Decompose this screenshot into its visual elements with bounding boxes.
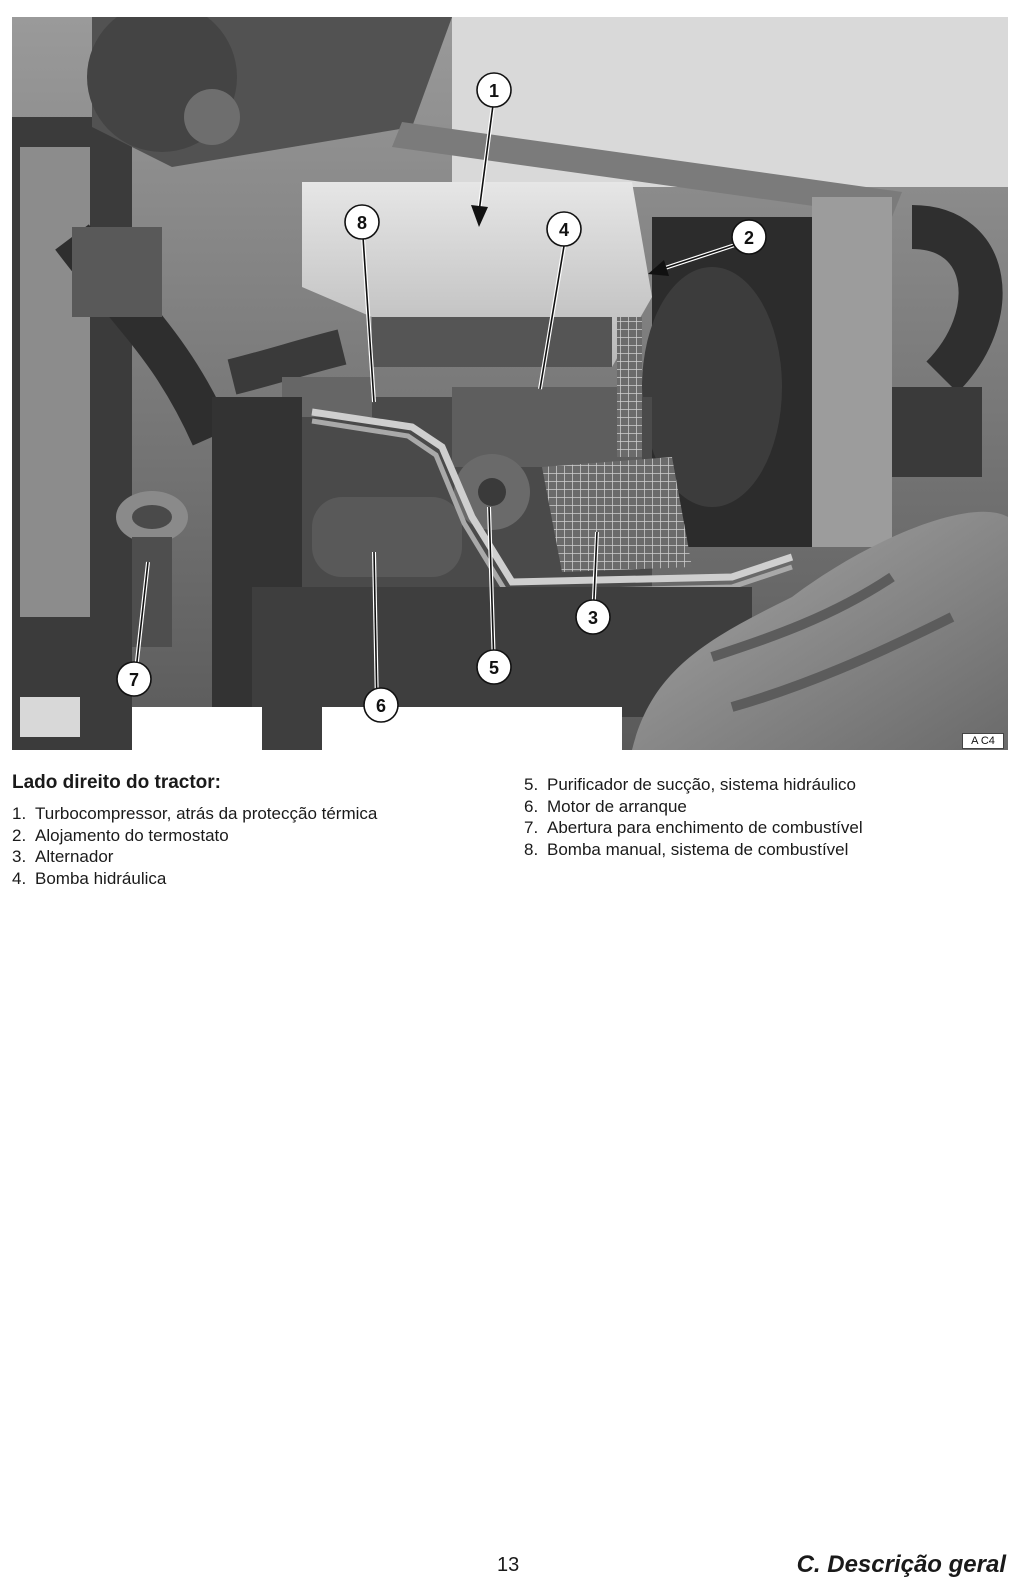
legend-item-text: Abertura para enchimento de combustível <box>547 818 863 838</box>
legend-item-text: Turbocompressor, atrás da protecção térmica <box>35 804 378 823</box>
callout-5 <box>477 650 511 684</box>
callout-8-label: 8 <box>356 213 368 233</box>
figure-code: A C4 <box>962 733 1004 749</box>
callout-7 <box>117 662 151 696</box>
callout-4-label: 4 <box>558 220 570 240</box>
legend-item-6 <box>524 796 863 818</box>
callout-4 <box>547 212 581 246</box>
legend-list-left <box>12 803 377 890</box>
legend-item-8 <box>524 839 863 861</box>
section-title: C. Descrição geral <box>796 1551 1006 1578</box>
legend-list-right <box>524 774 863 861</box>
callout-7-label: 7 <box>128 670 140 690</box>
callout-1 <box>477 73 511 107</box>
legend-item-number: 8. <box>524 840 539 860</box>
legend-item-2 <box>12 825 377 847</box>
legend-item-3 <box>12 846 377 868</box>
legend-item-text: Bomba hidráulica <box>35 869 167 889</box>
callout-5-label: 5 <box>488 658 500 678</box>
legend-item-4 <box>12 868 377 890</box>
legend-item-number: 1. <box>12 804 27 823</box>
legend-item-5 <box>524 774 863 796</box>
legend-item-7 <box>524 817 863 839</box>
callout-2-label: 2 <box>743 228 755 248</box>
callout-1-label: 1 <box>488 81 500 101</box>
callout-6-label: 6 <box>375 696 387 716</box>
legend-item-number: 2. <box>12 825 27 845</box>
legend-item-text: Purificador de sucção, sistema hidráulico <box>547 775 856 794</box>
caption-title: Lado direito do tractor: <box>12 772 221 793</box>
legend-item-text: Motor de arranque <box>547 796 687 816</box>
page-number: 13 <box>497 1554 520 1576</box>
callout-8 <box>345 205 379 239</box>
legend-item-text: Alojamento do termostato <box>35 825 229 845</box>
legend-item-1 <box>12 803 377 825</box>
engine-photo <box>12 17 1008 750</box>
legend-item-number: 5. <box>524 775 539 794</box>
callout-3 <box>576 600 610 634</box>
callout-6 <box>364 688 398 722</box>
legend-item-number: 4. <box>12 869 27 889</box>
callout-3-label: 3 <box>587 608 599 628</box>
legend-item-text: Bomba manual, sistema de combustível <box>547 840 849 860</box>
legend-item-number: 3. <box>12 847 27 867</box>
legend-item-text: Alternador <box>35 847 114 867</box>
legend-item-number: 6. <box>524 796 539 816</box>
legend-item-number: 7. <box>524 818 539 838</box>
engine-photo-illustration <box>12 17 1008 750</box>
callout-2 <box>732 220 766 254</box>
